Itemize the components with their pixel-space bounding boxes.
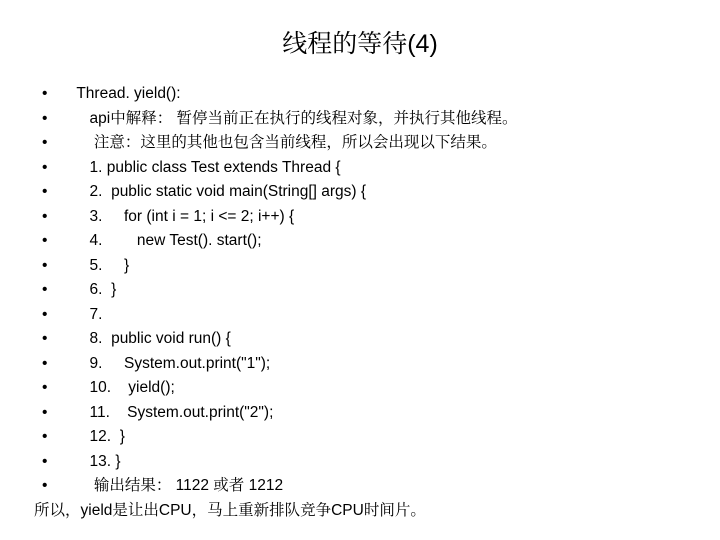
bullet-marker: • — [42, 134, 48, 151]
list-item-text: 7. — [68, 305, 103, 323]
list-item — [34, 107, 694, 132]
list-item-text: 3. for (int i = 1; i <= 2; i++) { — [68, 207, 295, 225]
bullet-marker: • — [42, 232, 48, 249]
bullet-marker: • — [42, 183, 48, 200]
list-item-text: 输出结果： 1122 或者 1212 — [68, 477, 284, 494]
list-item — [34, 82, 694, 107]
list-item — [34, 254, 694, 279]
list-item — [34, 156, 694, 181]
bullet-marker: • — [42, 477, 48, 494]
page-title: 线程的等待(4) — [282, 30, 438, 58]
list-item-text: 1. public class Test extends Thread { — [68, 158, 341, 176]
list-item — [34, 376, 694, 401]
list-item — [34, 352, 694, 377]
list-item — [34, 450, 694, 475]
list-item-text: 5. } — [68, 256, 130, 274]
list-item-text: 4. new Test(). start(); — [68, 232, 262, 249]
list-item-text: 2. public static void main(String[] args) { — [68, 183, 367, 200]
list-item-text: 12. } — [68, 428, 125, 445]
bullet-marker: • — [42, 158, 48, 176]
list-item — [34, 278, 694, 303]
bullet-marker: • — [42, 428, 48, 445]
list-item — [34, 205, 694, 230]
list-item-text: 注意：这里的其他也包含当前线程，所以会出现以下结果。 — [68, 134, 497, 151]
bullet-marker: • — [42, 403, 48, 421]
bullet-marker: • — [42, 207, 48, 225]
list-item — [34, 303, 694, 328]
bullet-marker: • — [42, 452, 48, 470]
list-item — [34, 229, 694, 254]
list-item-text: 9. System.out.print("1"); — [68, 354, 271, 372]
bullet-marker: • — [42, 281, 48, 298]
list-item — [34, 131, 694, 156]
bullet-marker: • — [42, 256, 48, 274]
list-item-text: 13. } — [68, 452, 121, 470]
list-item — [34, 327, 694, 352]
bullet-marker: • — [42, 305, 48, 323]
list-item-text: api中解释： 暂停当前正在执行的线程对象，并执行其他线程。 — [68, 109, 518, 127]
bullet-marker: • — [42, 109, 48, 127]
slide-body — [34, 82, 694, 523]
closing-line: 所以，yield是让出CPU，马上重新排队竞争CPU时间片。 — [34, 501, 426, 519]
bullet-marker: • — [42, 354, 48, 372]
bullet-marker: • — [42, 85, 48, 102]
list-item — [34, 180, 694, 205]
list-item-text: 11. System.out.print("2"); — [68, 403, 274, 421]
list-item — [34, 401, 694, 426]
bullet-marker: • — [42, 379, 48, 396]
bullet-list — [34, 82, 694, 499]
list-item-text: 10. yield(); — [68, 379, 175, 396]
list-item — [34, 425, 694, 450]
list-item-text: 8. public void run() { — [68, 330, 231, 347]
bullet-marker: • — [42, 330, 48, 347]
list-item — [34, 474, 694, 499]
list-item-text: Thread. yield(): — [68, 85, 181, 102]
list-item-text: 6. } — [68, 281, 117, 298]
